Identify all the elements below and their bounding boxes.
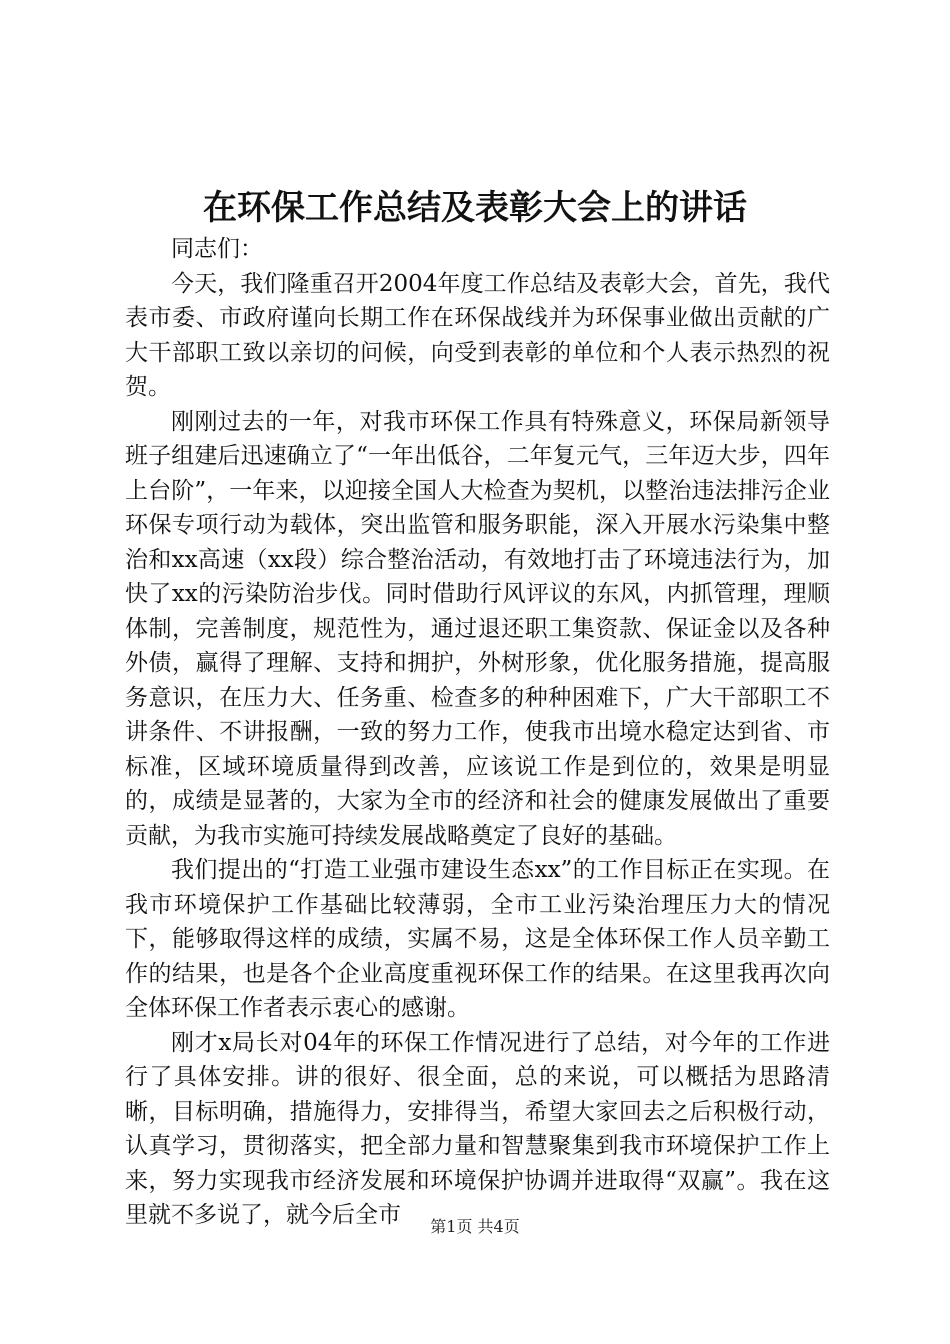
paragraph-4: 刚才x局长对04年的环保工作情况进行了总结，对今年的工作进行了具体安排。讲的很好、很全面，总的来说，可以概括为思路清晰，目标明确，措施得力，安排得当，希望大家回去之后积极行动，认真学习，贯彻落实，把全部力量和智慧聚集到我市环境保护工作上来，努力实现我市经济发展和环境保护协调并进取得“双赢”。我在这里就不多说了，就今后全市: [125, 1029, 830, 1228]
paragraph-2: 刚刚过去的一年，对我市环保工作具有特殊意义，环保局新领导班子组建后迅速确立了“一年出低谷，二年复元气，三年迈大步，四年上台阶”，一年来，以迎接全国人大检查为契机，以整治违法排污企业环保专项行动为载体，突出监管和服务职能，深入开展水污染集中整治和xx高速（xx段）综合整治活动，有效地打击了环境违法行为，加快了xx的污染防治步伐。同时借助行风评议的东风，内抓管理，理顺体制，完善制度，规范性为，通过退还职工集资款、保证金以及各种外债，赢得了理解、支持和拥护，外树形象，优化服务措施，提高服务意识，在压力大、任务重、检查多的种种困难下，广大干部职工不讲条件、不讲报酬，一致的努力工作，使我市出境水稳定达到省、市标准，区域环境质量得到改善，应该说工作是到位的，效果是明显的，成绩是显著的，大家为全市的经济和社会的健康发展做出了重要贡献，为我市实施可持续发展战略奠定了良好的基础。: [125, 408, 830, 849]
page-number: 第1页 共4页: [430, 1217, 520, 1236]
paragraph-1: 今天，我们隆重召开2004年度工作总结及表彰大会，首先，我代表市委、市政府谨向长期工作在环保战线并为环保事业做出贡献的广大干部职工致以亲切的问候，向受到表彰的单位和个人表示热烈的祝贺。: [125, 270, 830, 400]
paragraph-3: 我们提出的“打造工业强市建设生态xx”的工作目标正在实现。在我市环境保护工作基础比较薄弱，全市工业污染治理压力大的情况下，能够取得这样的成绩，实属不易，这是全体环保工作人员辛勤工作的结果，也是各个企业高度重视环保工作的结果。在这里我再次向全体环保工作者表示衷心的感谢。: [125, 857, 830, 1021]
document-title: 在环保工作总结及表彰大会上的讲话: [203, 188, 747, 228]
salutation: 同志们：: [171, 236, 263, 262]
document-body: [125, 232, 830, 1233]
